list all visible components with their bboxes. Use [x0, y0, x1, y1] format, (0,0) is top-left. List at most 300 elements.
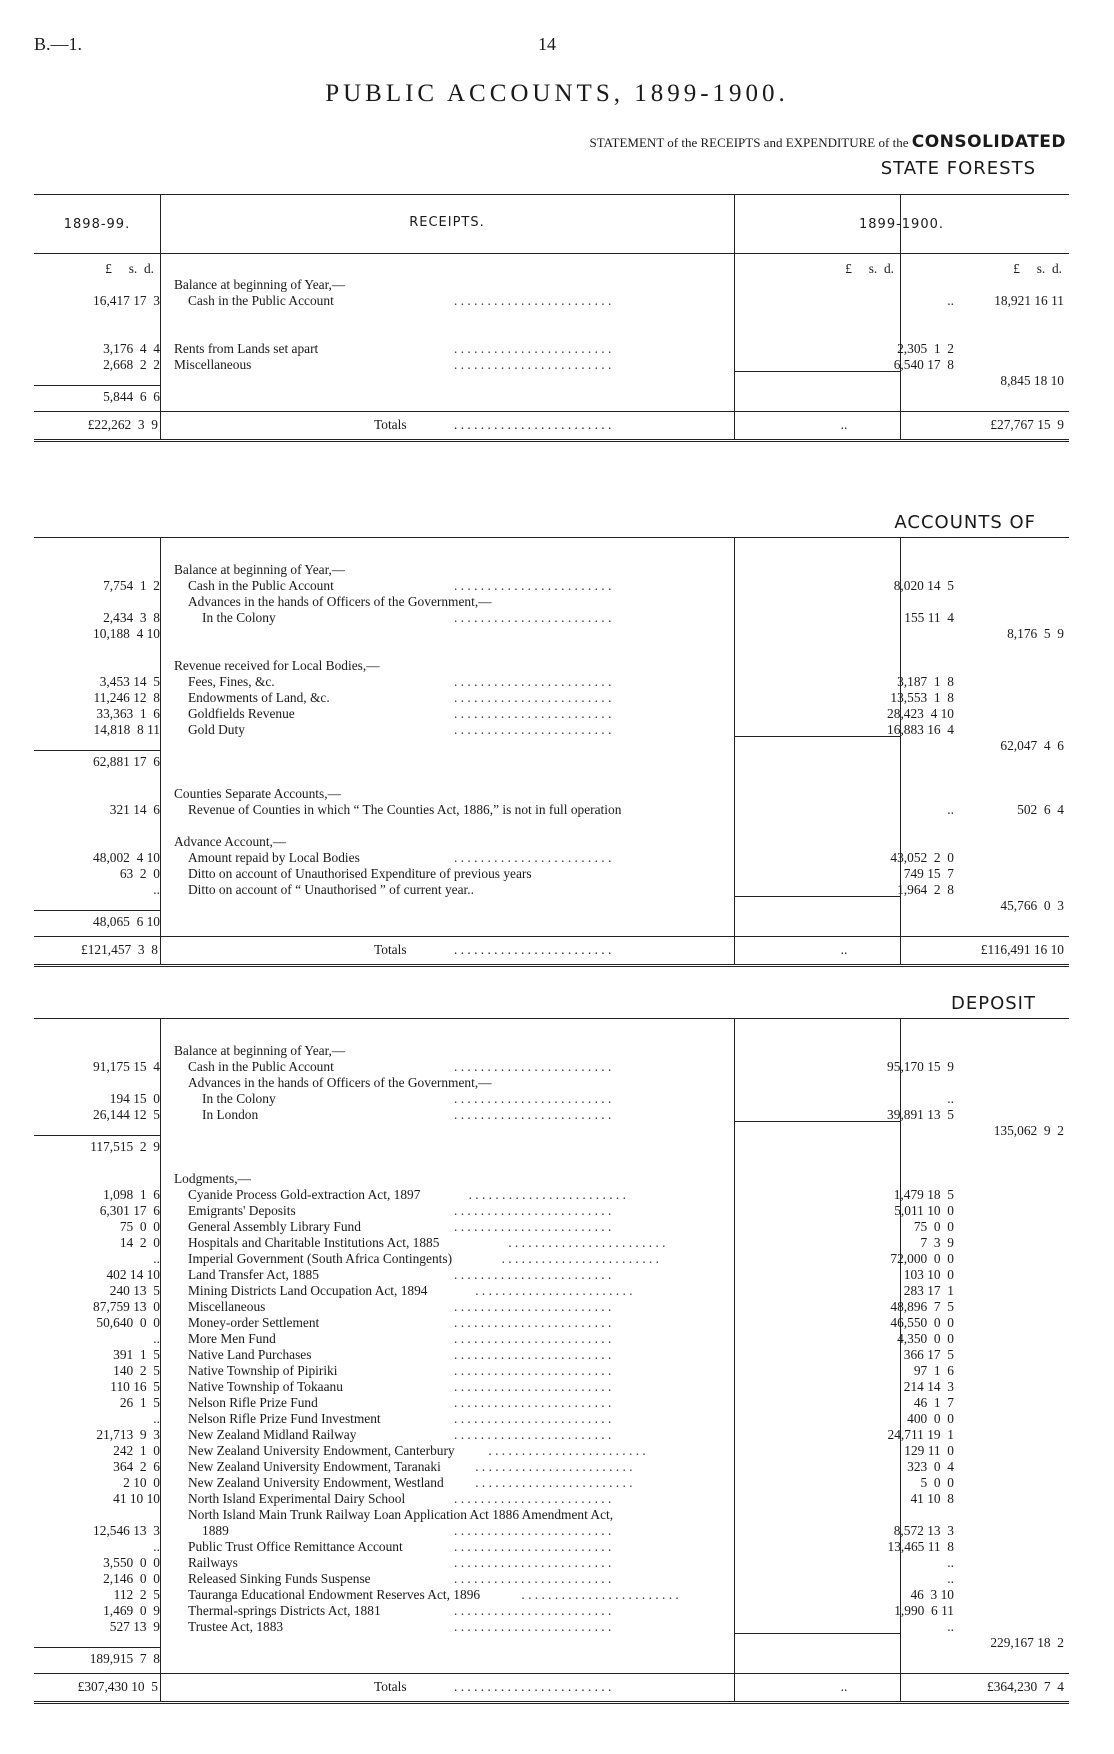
detail-amount: 75 0 0 [913, 1219, 954, 1234]
detail-amount: 5 0 0 [920, 1475, 954, 1490]
receipt-description: Cash in the Public Account [188, 578, 334, 593]
column-header-current-year: 1899-1900. [859, 217, 944, 232]
receipt-description: New Zealand Midland Railway [188, 1427, 357, 1442]
prev-year-amount: 364 2 6 [113, 1459, 160, 1474]
leader-dots: . . . . . . . . . . . . . . . . . . . . . . . . [508, 1235, 666, 1250]
prev-year-amount: 50,640 0 0 [96, 1315, 160, 1330]
prev-year-amount: 321 14 6 [109, 802, 160, 817]
table-row [34, 1363, 1069, 1379]
table-row [34, 1555, 1069, 1571]
subtotal-rule [734, 1121, 900, 1122]
receipt-description: Thermal-springs Districts Act, 1881 [188, 1603, 381, 1618]
year-total-amount: 8,176 5 9 [1007, 626, 1064, 641]
leader-dots: . . . . . . . . . . . . . . . . . . . . . . . . [454, 706, 612, 721]
table-row [34, 293, 1069, 309]
table-row [34, 1219, 1069, 1235]
prev-year-amount: 242 1 0 [113, 1443, 160, 1458]
receipt-description: In the Colony [202, 610, 276, 625]
table-row [34, 642, 1069, 658]
table-row [34, 1379, 1069, 1395]
table-row [34, 898, 1069, 914]
table-row [34, 1091, 1069, 1107]
prev-year-amount: 194 15 0 [109, 1091, 160, 1106]
prev-year-amount: 48,002 4 10 [93, 850, 160, 865]
receipt-description: Native Township of Pipiriki [188, 1363, 338, 1378]
prev-year-amount: 14 2 0 [119, 1235, 160, 1250]
subtitle-prefix: STATEMENT of the RECEIPTS and EXPENDITURE of the [589, 135, 909, 150]
subtotal-rule [34, 385, 160, 386]
subtotal-rule [34, 910, 160, 911]
receipt-description: New Zealand University Endowment, Canterbury [188, 1443, 455, 1458]
table-row [34, 1043, 1069, 1059]
table-row [34, 341, 1069, 357]
table-row [34, 690, 1069, 706]
prev-year-amount: 41 10 10 [113, 1491, 160, 1506]
totals-label: Totals [374, 417, 407, 432]
detail-amount: .. [947, 1571, 954, 1586]
prev-year-amount: 1,469 0 9 [103, 1603, 160, 1618]
receipt-description: Mining Districts Land Occupation Act, 1894 [188, 1283, 428, 1298]
detail-amount: 1,990 6 11 [894, 1603, 954, 1618]
receipt-description: Nelson Rifle Prize Fund Investment [188, 1411, 381, 1426]
prev-year-amount: 87,759 13 0 [93, 1299, 160, 1314]
detail-amount: 129 11 0 [904, 1443, 954, 1458]
table-row [34, 357, 1069, 373]
table-row [34, 626, 1069, 642]
prev-year-amount: 140 2 5 [113, 1363, 160, 1378]
detail-amount: 5,011 10 0 [894, 1203, 954, 1218]
table-row [34, 1475, 1069, 1491]
totals-prev-year: £307,430 10 5 [77, 1679, 158, 1694]
leader-dots: . . . . . . . . . . . . . . . . . . . . . . . . [454, 1299, 612, 1314]
detail-amount: 13,465 11 8 [887, 1539, 954, 1554]
table-row [34, 1299, 1069, 1315]
receipt-description: Miscellaneous [188, 1299, 266, 1314]
leader-dots: . . . . . . . . . . . . . . . . . . . . . . . . [454, 1091, 612, 1106]
totals-rule [34, 936, 1069, 937]
prev-year-amount: 62,881 17 6 [93, 754, 160, 769]
totals-detail: .. [840, 1679, 848, 1694]
leader-dots: . . . . . . . . . . . . . . . . . . . . . . . . [454, 341, 612, 356]
detail-amount: 155 11 4 [904, 610, 954, 625]
leader-dots: . . . . . . . . . . . . . . . . . . . . . . . . [454, 1267, 612, 1282]
table-row [34, 1459, 1069, 1475]
leader-dots: . . . . . . . . . . . . . . . . . . . . . . . . [454, 1603, 612, 1618]
receipt-description: Advance Account,— [174, 834, 287, 849]
leader-dots: . . . . . . . . . . . . . . . . . . . . . . . . [454, 1395, 612, 1410]
table-row [34, 1427, 1069, 1443]
leader-dots: . . . . . . . . . . . . . . . . . . . . . . . . [454, 1315, 612, 1330]
prev-year-amount: 12,546 13 3 [93, 1523, 160, 1538]
table-row [34, 1507, 1069, 1523]
receipt-description: Amount repaid by Local Bodies [188, 850, 360, 865]
leader-dots: . . . . . . . . . . . . . . . . . . . . . . . . [454, 293, 612, 308]
table-row [34, 882, 1069, 898]
receipt-description: Goldfields Revenue [188, 706, 295, 721]
prev-year-amount: 33,363 1 6 [96, 706, 160, 721]
totals-prev-year: £22,262 3 9 [87, 417, 158, 432]
receipt-description: Advances in the hands of Officers of the Government,— [188, 1075, 492, 1090]
prev-year-amount: 117,515 2 9 [90, 1139, 160, 1154]
table-row [34, 1059, 1069, 1075]
year-total-amount: 135,062 9 2 [993, 1123, 1064, 1138]
section-heading: ACCOUNTS OF [894, 512, 1036, 533]
detail-amount: 41 10 8 [910, 1491, 954, 1506]
currency-unit-label: £ s. d. [1013, 261, 1062, 276]
receipt-description: Tauranga Educational Endowment Reserves Act, 1896 [188, 1587, 481, 1602]
leader-dots: . . . . . . . . . . . . . . . . . . . . . . . . [454, 1107, 612, 1122]
prev-year-amount: 112 2 5 [113, 1587, 160, 1602]
receipt-description: Nelson Rifle Prize Fund [188, 1395, 318, 1410]
year-total-amount: 62,047 4 6 [1000, 738, 1064, 753]
detail-amount: 43,052 2 0 [890, 850, 954, 865]
table-row [34, 1171, 1069, 1187]
totals-label: Totals [374, 942, 407, 957]
totals-prev-year: £121,457 3 8 [81, 942, 158, 957]
table-row [34, 1075, 1069, 1091]
prev-year-amount: 14,818 8 11 [93, 722, 160, 737]
detail-amount: 72,000 0 0 [890, 1251, 954, 1266]
receipt-description: North Island Main Trunk Railway Loan Application Act 1886 Amendment Act, [188, 1507, 614, 1522]
receipt-description: More Men Fund [188, 1331, 276, 1346]
receipt-description: Endowments of Land, &c. [188, 690, 330, 705]
detail-amount: 46 1 7 [913, 1395, 954, 1410]
leader-dots: . . . . . . . . . . . . . . . . . . . . . . . . [454, 690, 612, 705]
subtotal-rule [734, 1633, 900, 1634]
table-row [34, 786, 1069, 802]
ledger-rows [34, 562, 1069, 930]
leader-dots: . . . . . . . . . . . . . . . . . . . . . . . . [454, 578, 612, 593]
leader-dots: . . . . . . . . . . . . . . . . . . . . . . . . [454, 722, 612, 737]
leader-dots: . . . . . . . . . . . . . . . . . . . . . . . . [454, 1411, 612, 1426]
leader-dots: . . . . . . . . . . . . . . . . . . . . . . . . [454, 1347, 612, 1362]
prev-year-amount: 11,246 12 8 [93, 690, 160, 705]
table-row [34, 770, 1069, 786]
receipt-description: New Zealand University Endowment, Westland [188, 1475, 444, 1490]
ledger-table [34, 537, 1069, 967]
leader-dots: . . . . . . . . . . . . . . . . . . . . . . . . [454, 610, 612, 625]
receipt-description: 1889 [202, 1523, 229, 1538]
prev-year-amount: 10,188 4 10 [93, 626, 160, 641]
receipt-description: Balance at beginning of Year,— [174, 1043, 346, 1058]
table-row [34, 1443, 1069, 1459]
totals-rule [34, 1673, 1069, 1674]
leader-dots: . . . . . . . . . . . . . . . . . . . . . . . . [488, 1443, 646, 1458]
section-heading: DEPOSIT [951, 993, 1036, 1014]
column-header-receipts: RECEIPTS. [409, 215, 485, 230]
table-row [34, 1347, 1069, 1363]
prev-year-amount: 1,098 1 6 [103, 1187, 160, 1202]
table-row [34, 738, 1069, 754]
table-row [34, 373, 1069, 389]
prev-year-amount: 3,176 4 4 [103, 341, 160, 356]
prev-year-amount: 2,434 3 8 [103, 610, 160, 625]
leader-dots: . . . . . . . . . . . . . . . . . . . . . . . . [454, 1539, 612, 1554]
detail-amount: 3,187 1 8 [897, 674, 954, 689]
receipt-description: General Assembly Library Fund [188, 1219, 361, 1234]
table-row [34, 866, 1069, 882]
detail-amount: 48,896 7 5 [890, 1299, 954, 1314]
prev-year-amount: 402 14 10 [106, 1267, 160, 1282]
currency-unit-label: £ s. d. [845, 261, 894, 276]
table-row [34, 914, 1069, 930]
statement-subtitle [589, 132, 1066, 152]
detail-amount: 46,550 0 0 [890, 1315, 954, 1330]
receipt-description: Native Township of Tokaanu [188, 1379, 343, 1394]
leader-dots: . . . . . . . . . . . . . . . . . . . . . . . . [475, 1283, 633, 1298]
prev-year-amount: 26,144 12 5 [93, 1107, 160, 1122]
table-row [34, 389, 1069, 405]
detail-amount: 6,540 17 8 [893, 357, 954, 372]
leader-dots: . . . . . . . . . . . . . . . . . . . . . . . . [501, 1251, 659, 1266]
table-row [34, 1619, 1069, 1635]
table-row [34, 1267, 1069, 1283]
prev-year-amount: 2,146 0 0 [103, 1571, 160, 1586]
table-row [34, 1155, 1069, 1171]
table-row [34, 1235, 1069, 1251]
leader-dots: . . . . . . . . . . . . . . . . . . . . . . . . [454, 1331, 612, 1346]
leader-dots: . . . . . . . . . . . . . . . . . . . . . . . . [454, 1571, 612, 1586]
leader-dots: . . . . . . . . . . . . . . . . . . . . . . . . [454, 357, 612, 372]
prev-year-amount: 391 1 5 [113, 1347, 160, 1362]
receipt-description: In London [202, 1107, 259, 1122]
section-heading: STATE FORESTS [880, 158, 1036, 179]
prev-year-amount: 63 2 0 [119, 866, 160, 881]
leader-dots: . . . . . . . . . . . . . . . . . . . . . . . . [521, 1587, 679, 1602]
ledger-rows [34, 1043, 1069, 1667]
receipt-description: Fees, Fines, &c. [188, 674, 275, 689]
detail-amount: 2,305 1 2 [897, 341, 954, 356]
receipt-description: Cash in the Public Account [188, 293, 334, 308]
prev-year-amount: 75 0 0 [119, 1219, 160, 1234]
receipt-description: Lodgments,— [174, 1171, 251, 1186]
detail-amount: 8,572 13 3 [893, 1523, 954, 1538]
prev-year-amount: 6,301 17 6 [99, 1203, 160, 1218]
subtotal-rule [734, 896, 900, 897]
leader-dots: . . . . . . . . . . . . . . . . . . . . . . . . [468, 1187, 626, 1202]
receipt-description: Trustee Act, 1883 [188, 1619, 284, 1634]
prev-year-amount: 110 16 5 [110, 1379, 160, 1394]
detail-amount: 103 10 0 [903, 1267, 954, 1282]
table-row [34, 277, 1069, 293]
year-total-amount: 502 6 4 [1017, 802, 1064, 817]
totals-current-year: £116,491 16 10 [980, 942, 1064, 957]
prev-year-amount: 5,844 6 6 [103, 389, 160, 404]
table-row [34, 1651, 1069, 1667]
prev-year-amount: 7,754 1 2 [103, 578, 160, 593]
receipt-description: Cyanide Process Gold-extraction Act, 1897 [188, 1187, 421, 1202]
detail-amount: .. [947, 293, 954, 308]
year-total-amount: 8,845 18 10 [1000, 373, 1064, 388]
prev-year-amount: 48,065 6 10 [93, 914, 160, 929]
table-row [34, 610, 1069, 626]
subtitle-emphasis: CONSOLIDATED [911, 132, 1066, 152]
table-row [34, 1283, 1069, 1299]
receipt-description: Ditto on account of “ Unauthorised ” of current year.. [188, 882, 474, 897]
receipt-description: Released Sinking Funds Suspense [188, 1571, 371, 1586]
table-row [34, 706, 1069, 722]
detail-amount: 39,891 13 5 [887, 1107, 954, 1122]
table-row [34, 1203, 1069, 1219]
leader-dots: . . . . . . . . . . . . . . . . . . . . . . . . [454, 1379, 612, 1394]
table-row [34, 1587, 1069, 1603]
prev-year-amount: 2,668 2 2 [103, 357, 160, 372]
document-ref: B.—1. [34, 34, 83, 54]
prev-year-amount: 91,175 15 4 [93, 1059, 160, 1074]
leader-dots: . . . . . . . . . . . . . . . . . . . . . . . . [454, 417, 612, 432]
subtotal-rule [34, 1135, 160, 1136]
prev-year-amount: 3,453 14 5 [99, 674, 160, 689]
prev-year-amount: 2 10 0 [123, 1475, 160, 1490]
prev-year-amount: .. [153, 1411, 160, 1426]
receipt-description: Rents from Lands set apart [174, 341, 319, 356]
table-row [34, 1523, 1069, 1539]
leader-dots: . . . . . . . . . . . . . . . . . . . . . . . . [454, 1219, 612, 1234]
table-row [34, 578, 1069, 594]
receipt-description: Balance at beginning of Year,— [174, 562, 346, 577]
subtotal-rule [34, 1647, 160, 1648]
totals-current-year: £27,767 15 9 [990, 417, 1064, 432]
prev-year-amount: 21,713 9 3 [96, 1427, 160, 1442]
detail-amount: .. [947, 1091, 954, 1106]
table-row [34, 1395, 1069, 1411]
leader-dots: . . . . . . . . . . . . . . . . . . . . . . . . [454, 674, 612, 689]
leader-dots: . . . . . . . . . . . . . . . . . . . . . . . . [454, 1679, 612, 1694]
receipt-description: Miscellaneous [174, 357, 252, 372]
receipt-description: Imperial Government (South Africa Contingents) [188, 1251, 453, 1266]
table-row [34, 1187, 1069, 1203]
page-number: 14 [538, 34, 556, 54]
leader-dots: . . . . . . . . . . . . . . . . . . . . . . . . [454, 942, 612, 957]
year-total-amount: 229,167 18 2 [990, 1635, 1064, 1650]
detail-amount: 95,170 15 9 [887, 1059, 954, 1074]
subtotal-rule [734, 736, 900, 737]
detail-amount: 46 3 10 [910, 1587, 954, 1602]
receipt-description: Counties Separate Accounts,— [174, 786, 341, 801]
prev-year-amount: .. [153, 1331, 160, 1346]
detail-amount: 214 14 3 [903, 1379, 954, 1394]
prev-year-amount: .. [153, 1539, 160, 1554]
page-title: PUBLIC ACCOUNTS, 1899-1900. [325, 80, 789, 107]
detail-amount: .. [947, 1619, 954, 1634]
receipt-description: Land Transfer Act, 1885 [188, 1267, 319, 1282]
detail-amount: 1,479 18 5 [893, 1187, 954, 1202]
detail-amount: 97 1 6 [913, 1363, 954, 1378]
subtotal-rule [734, 371, 900, 372]
table-row [34, 309, 1069, 325]
table-row [34, 594, 1069, 610]
column-header-prev-year: 1898-99. [63, 217, 131, 232]
receipt-description: Balance at beginning of Year,— [174, 277, 346, 292]
receipt-description: North Island Experimental Dairy School [188, 1491, 406, 1506]
receipt-description: Cash in the Public Account [188, 1059, 334, 1074]
detail-amount: 7 3 9 [920, 1235, 954, 1250]
totals-label: Totals [374, 1679, 407, 1694]
table-row [34, 1491, 1069, 1507]
prev-year-amount: 26 1 5 [119, 1395, 160, 1410]
detail-amount: 400 0 0 [907, 1411, 954, 1426]
prev-year-amount: 16,417 17 3 [93, 293, 160, 308]
receipt-description: Railways [188, 1555, 238, 1570]
ledger-table [34, 194, 1069, 442]
detail-amount: 4,350 0 0 [897, 1331, 954, 1346]
detail-amount: .. [947, 1555, 954, 1570]
table-row [34, 562, 1069, 578]
table-row [34, 1411, 1069, 1427]
totals-detail: .. [840, 417, 848, 432]
table-row [34, 754, 1069, 770]
table-row [34, 1635, 1069, 1651]
table-row [34, 802, 1069, 818]
table-row [34, 818, 1069, 834]
ledger-rows [34, 277, 1069, 405]
table-row [34, 1315, 1069, 1331]
ledger-table [34, 1018, 1069, 1704]
receipt-description: Money-order Settlement [188, 1315, 320, 1330]
detail-amount: 13,553 1 8 [890, 690, 954, 705]
detail-amount: 749 15 7 [903, 866, 954, 881]
prev-year-amount: 3,550 0 0 [103, 1555, 160, 1570]
detail-amount: 28,423 4 10 [887, 706, 954, 721]
table-row [34, 674, 1069, 690]
table-row [34, 1139, 1069, 1155]
table-row [34, 1331, 1069, 1347]
table-row [34, 834, 1069, 850]
table-row [34, 1603, 1069, 1619]
table-row [34, 658, 1069, 674]
prev-year-amount: .. [153, 882, 160, 897]
receipt-description: Ditto on account of Unauthorised Expenditure of previous years [188, 866, 532, 881]
subtotal-rule [34, 750, 160, 751]
receipt-description: Public Trust Office Remittance Account [188, 1539, 403, 1554]
leader-dots: . . . . . . . . . . . . . . . . . . . . . . . . [475, 1475, 633, 1490]
detail-amount: 323 0 4 [907, 1459, 954, 1474]
receipt-description: Emigrants' Deposits [188, 1203, 296, 1218]
receipt-description: Gold Duty [188, 722, 245, 737]
table-row [34, 1539, 1069, 1555]
totals-current-year: £364,230 7 4 [987, 1679, 1064, 1694]
totals-rule [34, 411, 1069, 412]
year-total-amount: 18,921 16 11 [994, 293, 1064, 308]
table-row [34, 722, 1069, 738]
year-total-amount: 45,766 0 3 [1000, 898, 1064, 913]
table-row [34, 1123, 1069, 1139]
detail-amount: 1,964 2 8 [897, 882, 954, 897]
receipt-description: Hospitals and Charitable Institutions Act, 1885 [188, 1235, 440, 1250]
detail-amount: 8,020 14 5 [893, 578, 954, 593]
detail-amount: .. [947, 802, 954, 817]
leader-dots: . . . . . . . . . . . . . . . . . . . . . . . . [454, 1555, 612, 1570]
leader-dots: . . . . . . . . . . . . . . . . . . . . . . . . [454, 1059, 612, 1074]
currency-unit-label: £ s. d. [105, 261, 154, 276]
table-row [34, 325, 1069, 341]
prev-year-amount: 240 13 5 [109, 1283, 160, 1298]
receipt-description: In the Colony [202, 1091, 276, 1106]
leader-dots: . . . . . . . . . . . . . . . . . . . . . . . . [454, 1619, 612, 1634]
detail-amount: 283 17 1 [903, 1283, 954, 1298]
leader-dots: . . . . . . . . . . . . . . . . . . . . . . . . [454, 850, 612, 865]
receipt-description: New Zealand University Endowment, Taranaki [188, 1459, 441, 1474]
leader-dots: . . . . . . . . . . . . . . . . . . . . . . . . [454, 1203, 612, 1218]
detail-amount: 16,883 16 4 [887, 722, 954, 737]
table-row [34, 850, 1069, 866]
leader-dots: . . . . . . . . . . . . . . . . . . . . . . . . [454, 1363, 612, 1378]
table-row [34, 1107, 1069, 1123]
receipt-description: Revenue received for Local Bodies,— [174, 658, 380, 673]
receipt-description: Native Land Purchases [188, 1347, 312, 1362]
leader-dots: . . . . . . . . . . . . . . . . . . . . . . . . [454, 1427, 612, 1442]
header-rule [34, 253, 1069, 254]
